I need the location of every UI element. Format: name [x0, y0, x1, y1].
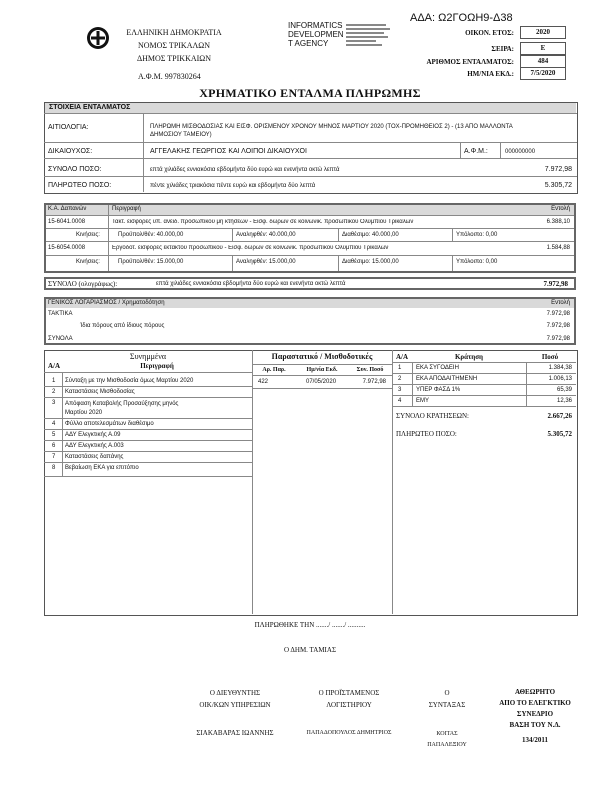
audit-stamp-line-5: 134/2011 — [521, 736, 549, 744]
org-line-2: ΝΟΜΟΣ ΤΡΙΚΑΛΩΝ — [137, 41, 211, 50]
attachment-3-n: 3 — [52, 400, 56, 406]
org-afm: Α.Φ.Μ. 997830264 — [138, 72, 201, 81]
treasurer-label: Ο ΔΗΜ. ΤΑΜΙΑΣ — [283, 646, 337, 654]
ada-number: ΑΔΑ: Ω2ΓΟΩΗ9-Δ38 — [410, 12, 513, 24]
budget-row-2-amount: 1.584,88 — [546, 245, 570, 251]
attachments-col-desc: Περιγραφή — [140, 362, 174, 370]
deduction-3-name: ΥΠΕΡ ΦΑΣΔ 1% — [416, 387, 461, 393]
deductions-total-value: 2.667,26 — [547, 412, 572, 420]
field-series-label: ΣΕΙΡΑ: — [491, 45, 514, 53]
plirwteo-label: ΠΛΗΡΩΤΕΟ ΠΟΣΟ: — [48, 182, 112, 189]
field-date-label: ΗΜ/ΝΙΑ ΕΚΔ.: — [467, 70, 514, 78]
ledger-row-1-label: ΤΑΚΤΙΚΑ — [48, 311, 73, 317]
signature-author-name-line-1: ΚΟΙΤΑΣ — [436, 731, 458, 737]
deduction-3-n: 3 — [398, 387, 402, 393]
attachment-5-n: 5 — [52, 432, 56, 438]
attachment-6-text: ΑΔΥ Ελεγκτικής Α.003 — [65, 443, 124, 449]
deduction-2-amount: 1.006,13 — [548, 376, 572, 382]
budget-total-label: ΣΥΝΟΛΟ (ολογράφως): — [48, 280, 118, 288]
payments-title: Παραστατικό / Μισθοδοτικές — [271, 352, 373, 361]
budget-total-words: επτά χιλιάδες εννιακόσια εβδομήντα δύο ευρώ και ενενήντα οκτώ λεπτά — [156, 281, 346, 287]
signature-author-name — [412, 729, 482, 751]
budget-col-code: Κ.Α. Δαπανών — [48, 206, 87, 212]
attachment-1-n: 1 — [52, 378, 56, 384]
deduction-1-name: ΕΚΑ ΣΥΓΟΔΕΙΗ — [416, 365, 459, 371]
field-number-label: ΑΡΙΘΜΟΣ ΕΝΤΑΛΜΑΤΟΣ: — [426, 58, 514, 66]
attachment-2-n: 2 — [52, 389, 56, 395]
deduction-2-n: 2 — [398, 376, 402, 382]
audit-stamp-line-3: ΣΥΝΕΔΡΙΟ — [516, 710, 554, 718]
payment-1-date: 07/05/2020 — [306, 379, 337, 385]
payments-col-amount: Συν. Ποσό — [356, 367, 384, 373]
signature-director-name: ΣΙΑΚΑΒΑΡΑΣ ΙΩΑΝΝΗΣ — [196, 729, 274, 737]
synolo-words: επτά χιλιάδες εννιακόσια εβδομήντα δύο ευρώ και ενενήντα οκτώ λεπτά — [150, 167, 340, 173]
attachment-7-text: Καταστάσεις δαπάνης — [65, 454, 124, 460]
budget-row-1-code: 15-6041.0008 — [48, 219, 86, 225]
field-date-value: 7/5/2020 — [520, 67, 566, 80]
paid-line: ΠΛΗΡΩΘΗΚΕ ΤΗΝ ......./ ......./ .......... — [254, 621, 366, 629]
ledger-row-3-value: 7.972,98 — [546, 336, 570, 342]
signature-accounting-line-2: ΛΟΓΙΣΤΗΡΙΟΥ — [326, 701, 372, 709]
signature-director — [180, 687, 290, 711]
attachment-8-n: 8 — [52, 465, 56, 471]
deductions-plirwteo-label: ΠΛΗΡΩΤΕΟ ΠΟΣΟ: — [396, 430, 457, 438]
attachment-8-text: Βεβαίωση ΕΚΑ για επιτόπιο — [65, 465, 139, 471]
audit-stamp-line-1: ΑΘΕΩΡΗΤΟ — [514, 688, 556, 696]
aitiologia-label: ΑΙΤΙΟΛΟΓΙΑ: — [48, 124, 89, 131]
budget-row-1-desc: Τακτ. εισφορές υπ. ανειδ. προσωπικού μη κτήσεων - Εισφ. δώρων σε κοινωνικ. προσωπικού Ολυμπίου Τρικάλων — [112, 219, 414, 225]
budget-row-1-amount: 6.388,10 — [546, 219, 570, 225]
deductions-col-amount: Ποσό — [541, 353, 559, 361]
ledger-header-right: Εντολή — [551, 300, 570, 306]
budget-row-2-proyp: Προϋπολ/θέν: 15.000,00 — [118, 259, 184, 265]
attachment-3-text: Απόφαση Καταβολής Προσαύξησης μηνός Μαρτίου 2020 — [65, 401, 179, 416]
signature-accounting-name: ΠΑΠΑΔΟΠΟΥΛΟΣ ΔΗΜΗΤΡΙΟΣ — [306, 730, 392, 736]
signature-author-line-1: Ο — [444, 689, 450, 697]
org-line-3: ΔΗΜΟΣ ΤΡΙΚΚΑΙΩΝ — [136, 54, 212, 63]
field-number-value: 484 — [520, 55, 566, 68]
afm-label: Α.Φ.Μ.: — [464, 148, 488, 155]
page-title: ΧΡΗΜΑΤΙΚΟ ΕΝΤΑΛΜΑ ΠΛΗΡΩΜΗΣ — [199, 86, 421, 100]
ida-logo-line-1: INFORMATICS — [288, 21, 343, 30]
budget-row-2-diath: Διαθέσιμο: 15.000,00 — [342, 259, 399, 265]
deduction-4-n: 4 — [398, 398, 402, 404]
ledger-row-2-label: Ίδια πόρους από ίδιους πόρους — [80, 323, 165, 329]
signature-accounting-line-1: Ο ΠΡΟΪΣΤΑΜΕΝΟΣ — [318, 689, 380, 697]
ida-logo-line-2: DEVELOPMEN — [288, 30, 344, 39]
synolo-value: 7.972,98 — [544, 166, 572, 173]
plirwteo-words: πέντε χιλιάδες τριακόσια πέντε ευρώ και εβδομήντα δύο λεπτά — [150, 183, 316, 189]
org-block — [124, 26, 224, 65]
signature-author — [412, 687, 482, 711]
signature-author-line-2: ΣΥΝΤΑΞΑΣ — [428, 701, 466, 709]
dikaiouxos-label: ΔΙΚΑΙΟΥΧΟΣ: — [48, 148, 93, 155]
payment-1-num: 422 — [258, 379, 269, 385]
payment-1-amount: 7.972,98 — [362, 379, 386, 385]
payments-col-num: Αρ. Παρ. — [262, 367, 286, 373]
audit-stamp-line-2: ΑΠΟ ΤΟ ΕΛΕΓΚΤΙΚΟ — [499, 699, 571, 707]
deductions-col-name: Κράτηση — [454, 353, 484, 361]
budget-row-2-desc: Εργοδοτ. εισφορές εκτάκτου προσωπικού - Εισφ. δώρων σε κοινωνικ. προσωπικού Ολυμπίου Τρικάλων — [112, 245, 389, 251]
attachment-1-text: Σύνταξη με την Μισθοδοσία όμως Μαρτίου 2020 — [65, 378, 194, 384]
deductions-col-aa: Α/Α — [396, 353, 409, 361]
signature-director-line-1: Ο ΔΙΕΥΘΥΝΤΗΣ — [209, 689, 261, 697]
synolo-label: ΣΥΝΟΛΟ ΠΟΣΟ: — [48, 166, 102, 173]
attachment-6-n: 6 — [52, 443, 56, 449]
audit-stamp — [490, 687, 580, 746]
budget-row-1-proyp: Προϋπολ/θέν: 40.000,00 — [118, 232, 184, 238]
ledger-header-left: ΓΕΝΙΚΟΣ ΛΟΓΑΡΙΑΣΜΟΣ / Χρηματοδότηση — [48, 300, 165, 306]
budget-row-1-diath: Διαθέσιμο: 40.000,00 — [342, 232, 399, 238]
deductions-plirwteo-value: 5.305,72 — [547, 430, 572, 438]
signature-author-name-line-2: ΠΑΠΑΛΕΞΙΟΥ — [427, 742, 467, 748]
budget-row-2-kiniseis: Κινήσεις: — [76, 259, 100, 265]
budget-total-value: 7.972,98 — [543, 280, 568, 288]
deduction-1-n: 1 — [398, 365, 402, 371]
ledger-row-3-label: ΣΥΝΟΛΑ — [48, 336, 73, 342]
ledger-row-2-value: 7.972,98 — [546, 323, 570, 329]
deduction-4-amount: 12,36 — [556, 398, 572, 404]
deduction-1-amount: 1.384,38 — [548, 365, 572, 371]
attachment-4-n: 4 — [52, 421, 56, 427]
deduction-3-amount: 65,39 — [556, 387, 572, 393]
dikaiouxos-value: ΑΓΓΕΛΑΚΗΣ ΓΕΩΡΓΙΟΣ ΚΑΙ ΛΟΙΠΟΙ ΔΙΚΑΙΟΥΧΟΙ — [150, 148, 307, 155]
attachment-7-n: 7 — [52, 454, 56, 460]
ida-logo-line-3: T AGENCY — [288, 39, 329, 48]
budget-row-1-kiniseis: Κινήσεις: — [76, 232, 100, 238]
budget-row-2-ypol: Υπόλοιπο: 0,00 — [456, 259, 498, 265]
aitiologia-value: ΠΛΗΡΩΜΗ ΜΙΣΘΟΔΟΣΙΑΣ ΚΑΙ ΕΙΣΦ. ΟΡΙΣΜΕΝΟΥ ΧΡΟΝΟΥ ΜΗΝΟΣ ΜΑΡΤΙΟΥ 2020 (ΤΟΧ-ΠΡΟΜΗΘΕΙΟΣ 2) - (13 ΑΠΟ ΜΑΛΛΟΝΤΑ ΔΗΜΟΣΙΟΥ ΤΑΜΕΙΟΥ) — [150, 124, 513, 138]
budget-col-amount: Εντολή — [551, 206, 570, 212]
budget-row-1-ypol: Υπόλοιπο: 0,00 — [456, 232, 498, 238]
payments-col-date: Ημ/νία Εκδ. — [306, 367, 338, 373]
attachment-2-text: Καταστάσεις Μισθοδοσίας — [65, 389, 135, 395]
ida-logo — [288, 21, 344, 48]
deductions-total-label: ΣΥΝΟΛΟ ΚΡΑΤΗΣΕΩΝ: — [396, 412, 469, 420]
ledger-row-1-value: 7.972,98 — [546, 311, 570, 317]
field-year-value: 2020 — [520, 26, 566, 39]
signature-accounting — [294, 687, 404, 711]
field-year-label: ΟΙΚΟΝ. ΕΤΟΣ: — [465, 29, 514, 37]
budget-row-1-anal: Αναληφθέν: 40.000,00 — [236, 232, 296, 238]
attachment-5-text: ΑΔΥ Ελεγκτικής Α.09 — [65, 432, 121, 438]
ida-logo-fineprint — [346, 22, 394, 48]
budget-row-2-anal: Αναληφθέν: 15.000,00 — [236, 259, 296, 265]
field-series-value: Ε — [520, 42, 566, 55]
signature-director-line-2: ΟΙΚ/ΚΩΝ ΥΠΗΡΕΣΙΩΝ — [199, 701, 271, 709]
budget-row-2-code: 15-6054.0008 — [48, 245, 86, 251]
org-line-1: ΕΛΛΗΝΙΚΗ ΔΗΜΟΚΡΑΤΙΑ — [126, 28, 222, 37]
deduction-2-name: ΕΚΑ ΑΠΟΔΑΙΤΗΜΕΝΗ — [416, 376, 478, 382]
audit-stamp-line-4: ΒΑΣΗ ΤΟΥ Ν.Δ. — [509, 721, 561, 729]
deduction-4-name: ΕΜΥ — [416, 398, 430, 404]
budget-col-desc: Περιγραφή — [112, 206, 141, 212]
attachment-4-text: Φύλλο αποτελεσμάτων διαθέσιμο — [65, 421, 154, 427]
attachments-col-aa: Α/Α — [48, 362, 61, 370]
afm-value: 000000000 — [505, 149, 536, 155]
info-section-title: ΣΤΟΙΧΕΙΑ ΕΝΤΑΛΜΑΤΟΣ — [45, 103, 576, 113]
coat-of-arms-icon — [86, 26, 110, 50]
info-section — [44, 102, 578, 194]
plirwteo-value: 5.305,72 — [544, 182, 572, 189]
attachments-title: Συνημμένα — [129, 352, 167, 361]
